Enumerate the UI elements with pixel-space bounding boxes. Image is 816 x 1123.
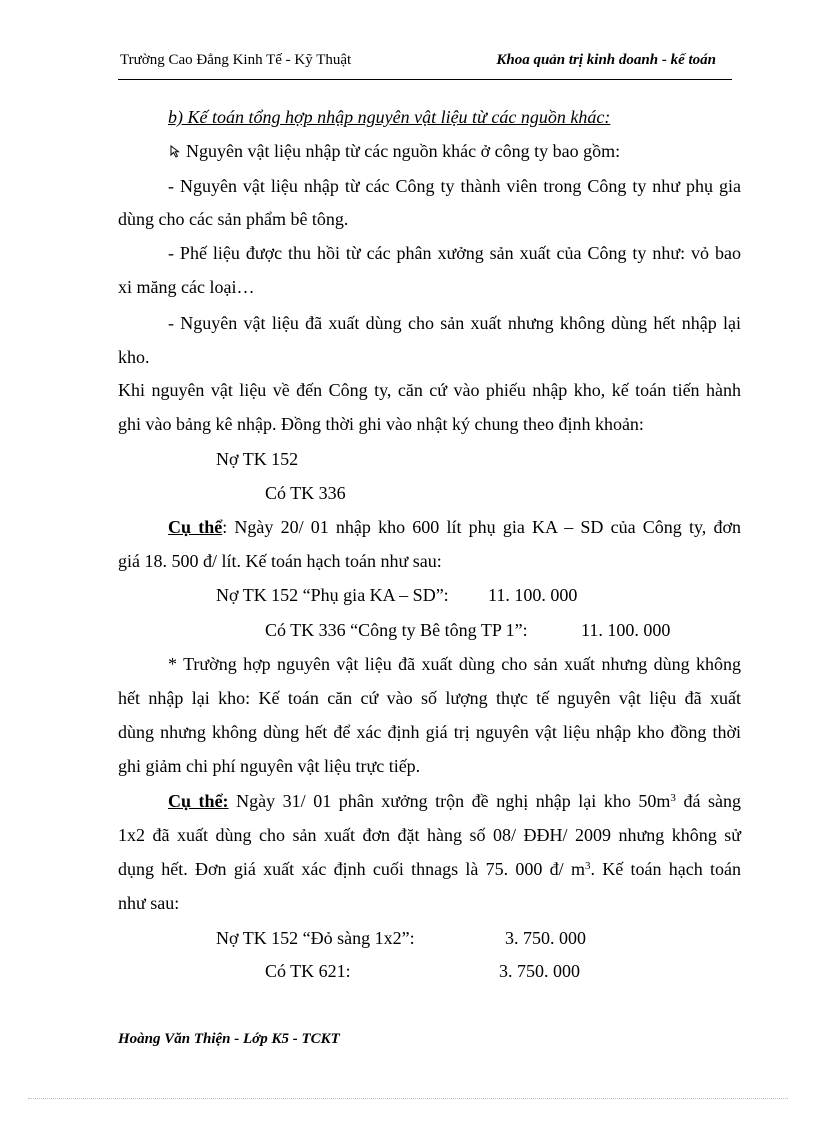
example-2-line-3-a: dụng hết. Đơn giá xuất xác định cuối thnags là 75. 000 đ/ m [118, 859, 585, 879]
entry-3-credit-amount: 3. 750. 000 [499, 961, 580, 981]
entry-3-debit-label: Nợ TK 152 “Đỏ sàng 1x2”: [216, 928, 415, 948]
para-when-line-2: ghi vào bảng kê nhập. Đồng thời ghi vào nhật ký chung theo định khoản: [118, 414, 644, 434]
example-2-line-3-b: . Kế toán hạch toán [590, 859, 741, 879]
example-2-line-3 [118, 858, 741, 880]
case-line-3: dùng nhưng không dùng hết để xác định giá trị nguyên vật liệu nhập kho đồng thời [118, 722, 741, 742]
entry-2-credit-amount: 11. 100. 000 [581, 620, 671, 640]
footer-author: Hoàng Văn Thiện - Lớp K5 - TCKT [118, 1031, 340, 1047]
para-when-line-1: Khi nguyên vật liệu về đến Công ty, căn cứ vào phiếu nhập kho, kế toán tiến hành [118, 380, 741, 400]
case-line-2: hết nhập lại kho: Kế toán căn cứ vào số lượng thực tế nguyên vật liệu đã xuất [118, 688, 741, 708]
example-2-label: Cụ thể: [168, 791, 229, 811]
pointer-arrow-icon [168, 141, 182, 155]
example-2-line-4: như sau: [118, 893, 180, 913]
header-faculty-name: Khoa quản trị kinh doanh - kế toán [496, 52, 716, 68]
header-school-name: Trường Cao Đẳng Kinh Tế - Kỹ Thuật [120, 52, 352, 68]
example-2-text-b: đá sàng [675, 791, 742, 811]
page-bottom-dotted-rule [28, 1098, 788, 1099]
example-2-superscript-1: 3 [670, 792, 676, 804]
example-1-line-2: giá 18. 500 đ/ lít. Kế toán hạch toán như sau: [118, 551, 442, 571]
bullet-3-line-1: - Nguyên vật liệu đã xuất dùng cho sản xuất nhưng không dùng hết nhập lại [168, 313, 741, 333]
section-heading: b) Kế toán tổng hợp nhập nguyên vật liệu từ các nguồn khác: [168, 107, 611, 127]
bullet-1-line-1: - Nguyên vật liệu nhập từ các Công ty thành viên trong Công ty như phụ gia [168, 176, 741, 196]
case-line-1: * Trường hợp nguyên vật liệu đã xuất dùng cho sản xuất nhưng dùng không [168, 654, 741, 674]
entry-1-debit: Nợ TK 152 [216, 449, 299, 469]
example-1-line-1 [168, 516, 741, 538]
entry-2-debit-amount: 11. 100. 000 [488, 585, 578, 605]
entry-2-credit-label: Có TK 336 “Công ty Bê tông TP 1”: [265, 620, 528, 640]
entry-2-debit-label: Nợ TK 152 “Phụ gia KA – SD”: [216, 585, 449, 605]
entry-3-credit-label: Có TK 621: [265, 961, 351, 981]
example-2-line-1 [168, 790, 741, 812]
case-line-4: ghi giảm chi phí nguyên vật liệu trực tiếp. [118, 756, 421, 776]
example-2-superscript-2: 3 [584, 860, 591, 872]
intro-text: Nguyên vật liệu nhập từ các nguồn khác ở công ty bao gồm: [186, 141, 621, 161]
entry-1-credit: Có TK 336 [265, 483, 346, 503]
example-2-text-a: Ngày 31/ 01 phân xưởng trộn đề nghị nhập lại kho 50m [228, 791, 671, 811]
example-2-line-2: 1x2 đã xuất dùng cho sản xuất đơn đặt hàng số 08/ ĐĐH/ 2009 nhưng không sử [118, 825, 741, 845]
example-1-text: : Ngày 20/ 01 nhập kho 600 lít phụ gia KA – SD của Công ty, đơn [222, 517, 741, 537]
bullet-3-line-2: kho. [118, 347, 150, 367]
entry-3-debit-amount: 3. 750. 000 [505, 928, 586, 948]
bullet-1-line-2: dùng cho các sản phẩm bê tông. [118, 209, 349, 229]
bullet-2-line-2: xi măng các loại… [118, 277, 255, 297]
bullet-2-line-1: - Phế liệu được thu hồi từ các phân xưởng sản xuất của Công ty như: vỏ bao [168, 243, 741, 263]
intro-line [168, 140, 620, 162]
example-1-label: Cụ thể [168, 517, 223, 537]
header-divider [118, 79, 732, 80]
